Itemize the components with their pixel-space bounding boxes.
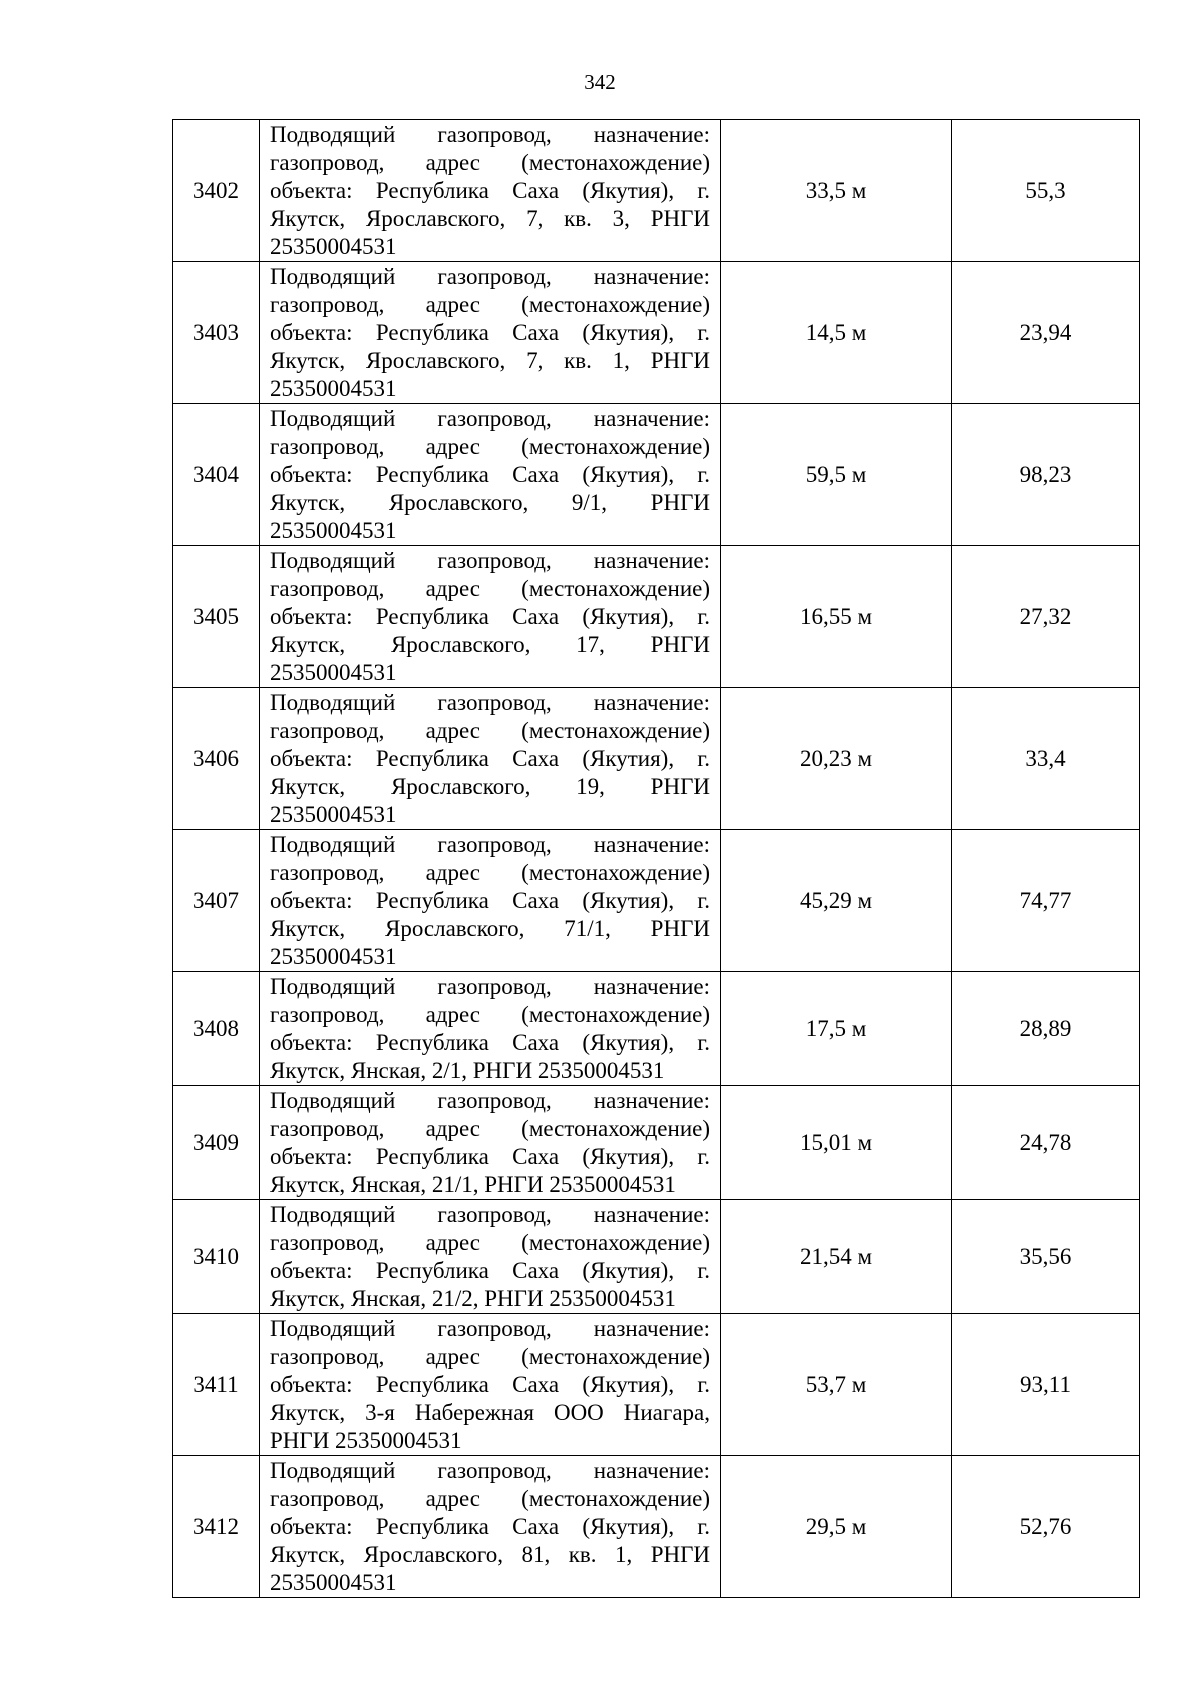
value-cell: 33,4 bbox=[952, 688, 1140, 830]
row-number-cell: 3408 bbox=[173, 972, 260, 1086]
object-description-cell: Подводящий газопровод, назначение: газопровод, адрес (местонахождение) объекта: Республика Саха (Якутия), г. Якутск, Ярославского, 17, РНГИ 25350004531 bbox=[260, 546, 721, 688]
value-cell: 35,56 bbox=[952, 1200, 1140, 1314]
gas-pipeline-registry-table bbox=[172, 119, 1140, 1598]
row-number-cell: 3409 bbox=[173, 1086, 260, 1200]
object-description-cell: Подводящий газопровод, назначение: газопровод, адрес (местонахождение) объекта: Республика Саха (Якутия), г. Якутск, 3-я Набережная ООО Ниагара, РНГИ 25350004531 bbox=[260, 1314, 721, 1456]
value-cell: 23,94 bbox=[952, 262, 1140, 404]
row-number-cell: 3403 bbox=[173, 262, 260, 404]
length-cell: 33,5 м bbox=[721, 120, 952, 262]
object-description-cell: Подводящий газопровод, назначение: газопровод, адрес (местонахождение) объекта: Республика Саха (Якутия), г. Якутск, Янская, 2/1, РНГИ 25350004531 bbox=[260, 972, 721, 1086]
object-description-cell: Подводящий газопровод, назначение: газопровод, адрес (местонахождение) объекта: Республика Саха (Якутия), г. Якутск, Ярославского, 71/1, РНГИ 25350004531 bbox=[260, 830, 721, 972]
table-row bbox=[173, 1314, 1140, 1456]
value-cell: 28,89 bbox=[952, 972, 1140, 1086]
table-row bbox=[173, 830, 1140, 972]
value-cell: 52,76 bbox=[952, 1456, 1140, 1598]
row-number-cell: 3407 bbox=[173, 830, 260, 972]
length-cell: 15,01 м bbox=[721, 1086, 952, 1200]
row-number-cell: 3410 bbox=[173, 1200, 260, 1314]
length-cell: 14,5 м bbox=[721, 262, 952, 404]
object-description-cell: Подводящий газопровод, назначение: газопровод, адрес (местонахождение) объекта: Республика Саха (Якутия), г. Якутск, Ярославского, 7, кв. 3, РНГИ 25350004531 bbox=[260, 120, 721, 262]
object-description-cell: Подводящий газопровод, назначение: газопровод, адрес (местонахождение) объекта: Республика Саха (Якутия), г. Якутск, Ярославского, 19, РНГИ 25350004531 bbox=[260, 688, 721, 830]
length-cell: 53,7 м bbox=[721, 1314, 952, 1456]
table-row bbox=[173, 688, 1140, 830]
length-cell: 59,5 м bbox=[721, 404, 952, 546]
row-number-cell: 3405 bbox=[173, 546, 260, 688]
value-cell: 74,77 bbox=[952, 830, 1140, 972]
table-row bbox=[173, 404, 1140, 546]
value-cell: 93,11 bbox=[952, 1314, 1140, 1456]
page-number: 342 bbox=[584, 70, 616, 94]
length-cell: 21,54 м bbox=[721, 1200, 952, 1314]
table-row bbox=[173, 972, 1140, 1086]
length-cell: 20,23 м bbox=[721, 688, 952, 830]
row-number-cell: 3402 bbox=[173, 120, 260, 262]
object-description-cell: Подводящий газопровод, назначение: газопровод, адрес (местонахождение) объекта: Республика Саха (Якутия), г. Якутск, Ярославского, 9/1, РНГИ 25350004531 bbox=[260, 404, 721, 546]
value-cell: 98,23 bbox=[952, 404, 1140, 546]
table-row bbox=[173, 262, 1140, 404]
table-row bbox=[173, 1200, 1140, 1314]
table-row bbox=[173, 1456, 1140, 1598]
value-cell: 24,78 bbox=[952, 1086, 1140, 1200]
length-cell: 16,55 м bbox=[721, 546, 952, 688]
length-cell: 29,5 м bbox=[721, 1456, 952, 1598]
row-number-cell: 3412 bbox=[173, 1456, 260, 1598]
row-number-cell: 3406 bbox=[173, 688, 260, 830]
object-description-cell: Подводящий газопровод, назначение: газопровод, адрес (местонахождение) объекта: Республика Саха (Якутия), г. Якутск, Ярославского, 81, кв. 1, РНГИ 25350004531 bbox=[260, 1456, 721, 1598]
row-number-cell: 3411 bbox=[173, 1314, 260, 1456]
table-row bbox=[173, 1086, 1140, 1200]
table-row bbox=[173, 546, 1140, 688]
value-cell: 55,3 bbox=[952, 120, 1140, 262]
value-cell: 27,32 bbox=[952, 546, 1140, 688]
object-description-cell: Подводящий газопровод, назначение: газопровод, адрес (местонахождение) объекта: Республика Саха (Якутия), г. Якутск, Янская, 21/1, РНГИ 25350004531 bbox=[260, 1086, 721, 1200]
object-description-cell: Подводящий газопровод, назначение: газопровод, адрес (местонахождение) объекта: Республика Саха (Якутия), г. Якутск, Ярославского, 7, кв. 1, РНГИ 25350004531 bbox=[260, 262, 721, 404]
row-number-cell: 3404 bbox=[173, 404, 260, 546]
length-cell: 17,5 м bbox=[721, 972, 952, 1086]
table-row bbox=[173, 120, 1140, 262]
object-description-cell: Подводящий газопровод, назначение: газопровод, адрес (местонахождение) объекта: Республика Саха (Якутия), г. Якутск, Янская, 21/2, РНГИ 25350004531 bbox=[260, 1200, 721, 1314]
length-cell: 45,29 м bbox=[721, 830, 952, 972]
